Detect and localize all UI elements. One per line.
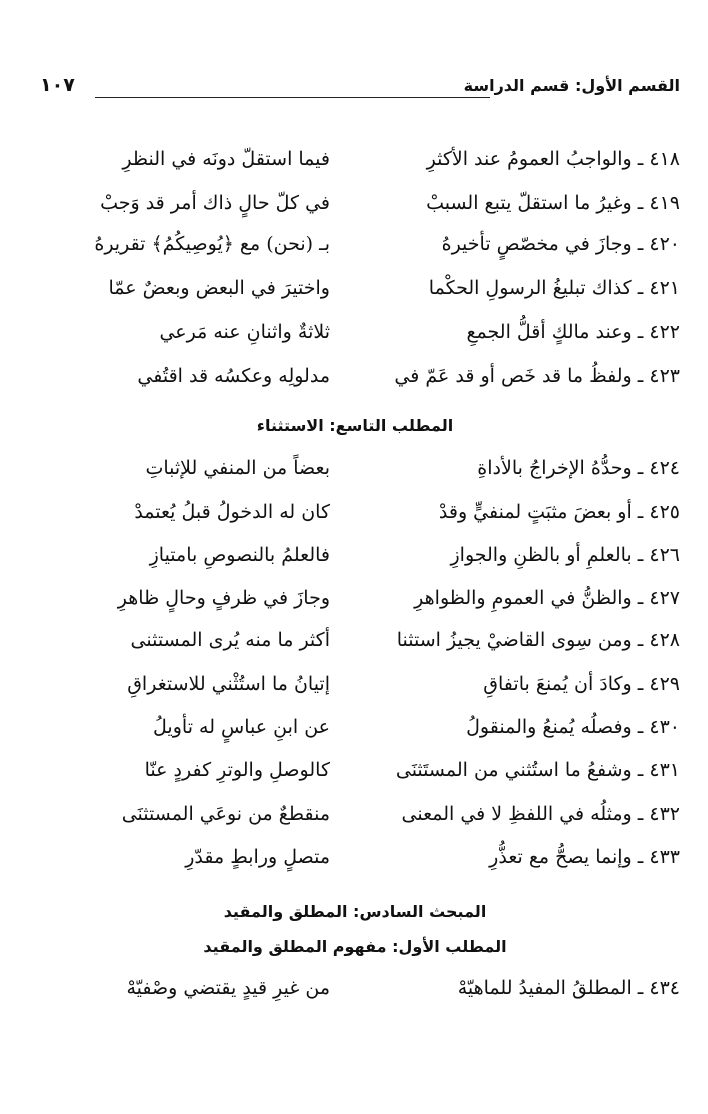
chapter-heading: المبحث السادس: المطلق والمقيد <box>223 902 487 921</box>
verse-second-hemistich: فالعلمُ بالنصوصِ بامتيازِ <box>149 544 330 566</box>
verse-line <box>30 139 680 179</box>
verse-second-hemistich: واختيرَ في البعض وبعضٌ عمّا <box>108 277 330 299</box>
header-rule <box>95 97 490 98</box>
verse-line <box>30 448 680 488</box>
verse-line <box>30 707 680 747</box>
verse-first-hemistich: ٤٢٨ ـ ومن سِوى القاضيْ يجيزُ استثنا <box>396 629 680 651</box>
verse-second-hemistich: وجازَ في ظرفٍ وحالٍ ظاهرِ <box>117 587 330 609</box>
verse-second-hemistich: متصلٍ ورابطٍ مقدّرِ <box>185 846 330 868</box>
section-heading: المطلب التاسع: الاستثناء <box>256 416 454 435</box>
verse-line <box>30 664 680 704</box>
section-heading: المطلب الأول: مفهوم المطلق والمقيد <box>203 937 507 956</box>
verse-line <box>30 224 680 264</box>
verse-second-hemistich: بعضاً من المنفي للإثباتِ <box>145 457 330 479</box>
verse-first-hemistich: ٤٣٤ ـ المطلقُ المفيدُ للماهيّهْ <box>457 977 680 999</box>
verse-line <box>30 620 680 660</box>
verse-first-hemistich: ٤٢١ ـ كذاك تبليغُ الرسولِ الحكْما <box>428 277 680 299</box>
verse-first-hemistich: ٤١٨ ـ والواجبُ العمومُ عند الأكثرِ <box>426 148 680 170</box>
verse-first-hemistich: ٤٣١ ـ وشفعُ ما استُثني من المستَثنَى <box>395 759 680 781</box>
verse-line <box>30 356 680 396</box>
verse-line <box>30 968 680 1008</box>
verse-line <box>30 750 680 790</box>
running-header <box>40 76 680 106</box>
verse-second-hemistich: كالوصلِ والوترِ كفردٍ عنّا <box>144 759 330 781</box>
verse-line <box>30 312 680 352</box>
verse-first-hemistich: ٤٢٩ ـ وكادَ أن يُمنعَ باتفاقِ <box>483 673 680 695</box>
verse-second-hemistich: كان له الدخولُ قبلُ يُعتمدْ <box>134 501 330 523</box>
verse-second-hemistich: منقطعٌ من نوعَي المستثنَى <box>121 803 330 825</box>
verse-line <box>30 183 680 223</box>
verse-line <box>30 794 680 834</box>
verse-first-hemistich: ٤٢٠ ـ وجازَ في مخصّصٍ تأخيرهُ <box>441 233 680 255</box>
verse-line <box>30 268 680 308</box>
verse-line <box>30 535 680 575</box>
verse-line <box>30 837 680 877</box>
header-title: القسم الأول: قسم الدراسة <box>463 76 680 95</box>
verse-first-hemistich: ٤٢٤ ـ وحدُّهُ الإخراجُ بالأداةِ <box>477 457 680 479</box>
verse-second-hemistich: إتيانُ ما استُثْني للاستغراقِ <box>127 673 330 695</box>
verse-first-hemistich: ٤٢٦ ـ بالعلمِ أو بالظنِ والجوازِ <box>450 544 680 566</box>
verse-first-hemistich: ٤٣٣ ـ وإنما يصحُّ مع تعذُّرِ <box>489 846 680 868</box>
verse-second-hemistich: أكثر ما منه يُرى المستثنى <box>130 629 330 651</box>
verse-second-hemistich: بـ (نحن) مع ﴿يُوصِيكُمُ﴾ تقريرهُ <box>94 233 330 255</box>
verse-first-hemistich: ٤١٩ ـ وغيرُ ما استقلّ يتبع السببْ <box>426 192 680 214</box>
verse-second-hemistich: عن ابنِ عباسٍ له تأويلُ <box>153 716 330 738</box>
verse-first-hemistich: ٤٢٥ ـ أو بعضَ مثبَتٍ لمنفيٍّ وقدْ <box>438 501 680 523</box>
verse-first-hemistich: ٤٣٢ ـ ومثلُه في اللفظِ لا في المعنى <box>401 803 680 825</box>
verse-second-hemistich: فيما استقلّ دونَه في النظرِ <box>122 148 330 170</box>
verse-first-hemistich: ٤٢٢ ـ وعند مالكٍ أقلُّ الجمعِ <box>466 321 680 343</box>
verse-second-hemistich: ثلاثةٌ واثنانِ عنه مَرعي <box>159 321 330 343</box>
verse-second-hemistich: من غيرِ قيدٍ يقتضي وصْفيّهْ <box>126 977 330 999</box>
verse-second-hemistich: مدلولِه وعكسُه قد اقتُفي <box>137 365 330 387</box>
verse-first-hemistich: ٤٣٠ ـ وفصلُه يُمنعُ والمنقولُ <box>466 716 680 738</box>
verse-line <box>30 492 680 532</box>
page-number: ١٠٧ <box>40 74 75 96</box>
verse-first-hemistich: ٤٢٣ ـ ولفظُ ما قد خَص أو قد عَمّ في <box>394 365 680 387</box>
verse-first-hemistich: ٤٢٧ ـ والظنُّ في العمومِ والظواهرِ <box>414 587 680 609</box>
verse-line <box>30 578 680 618</box>
verse-second-hemistich: في كلّ حالٍ ذاك أمر قد وَجبْ <box>100 192 330 214</box>
